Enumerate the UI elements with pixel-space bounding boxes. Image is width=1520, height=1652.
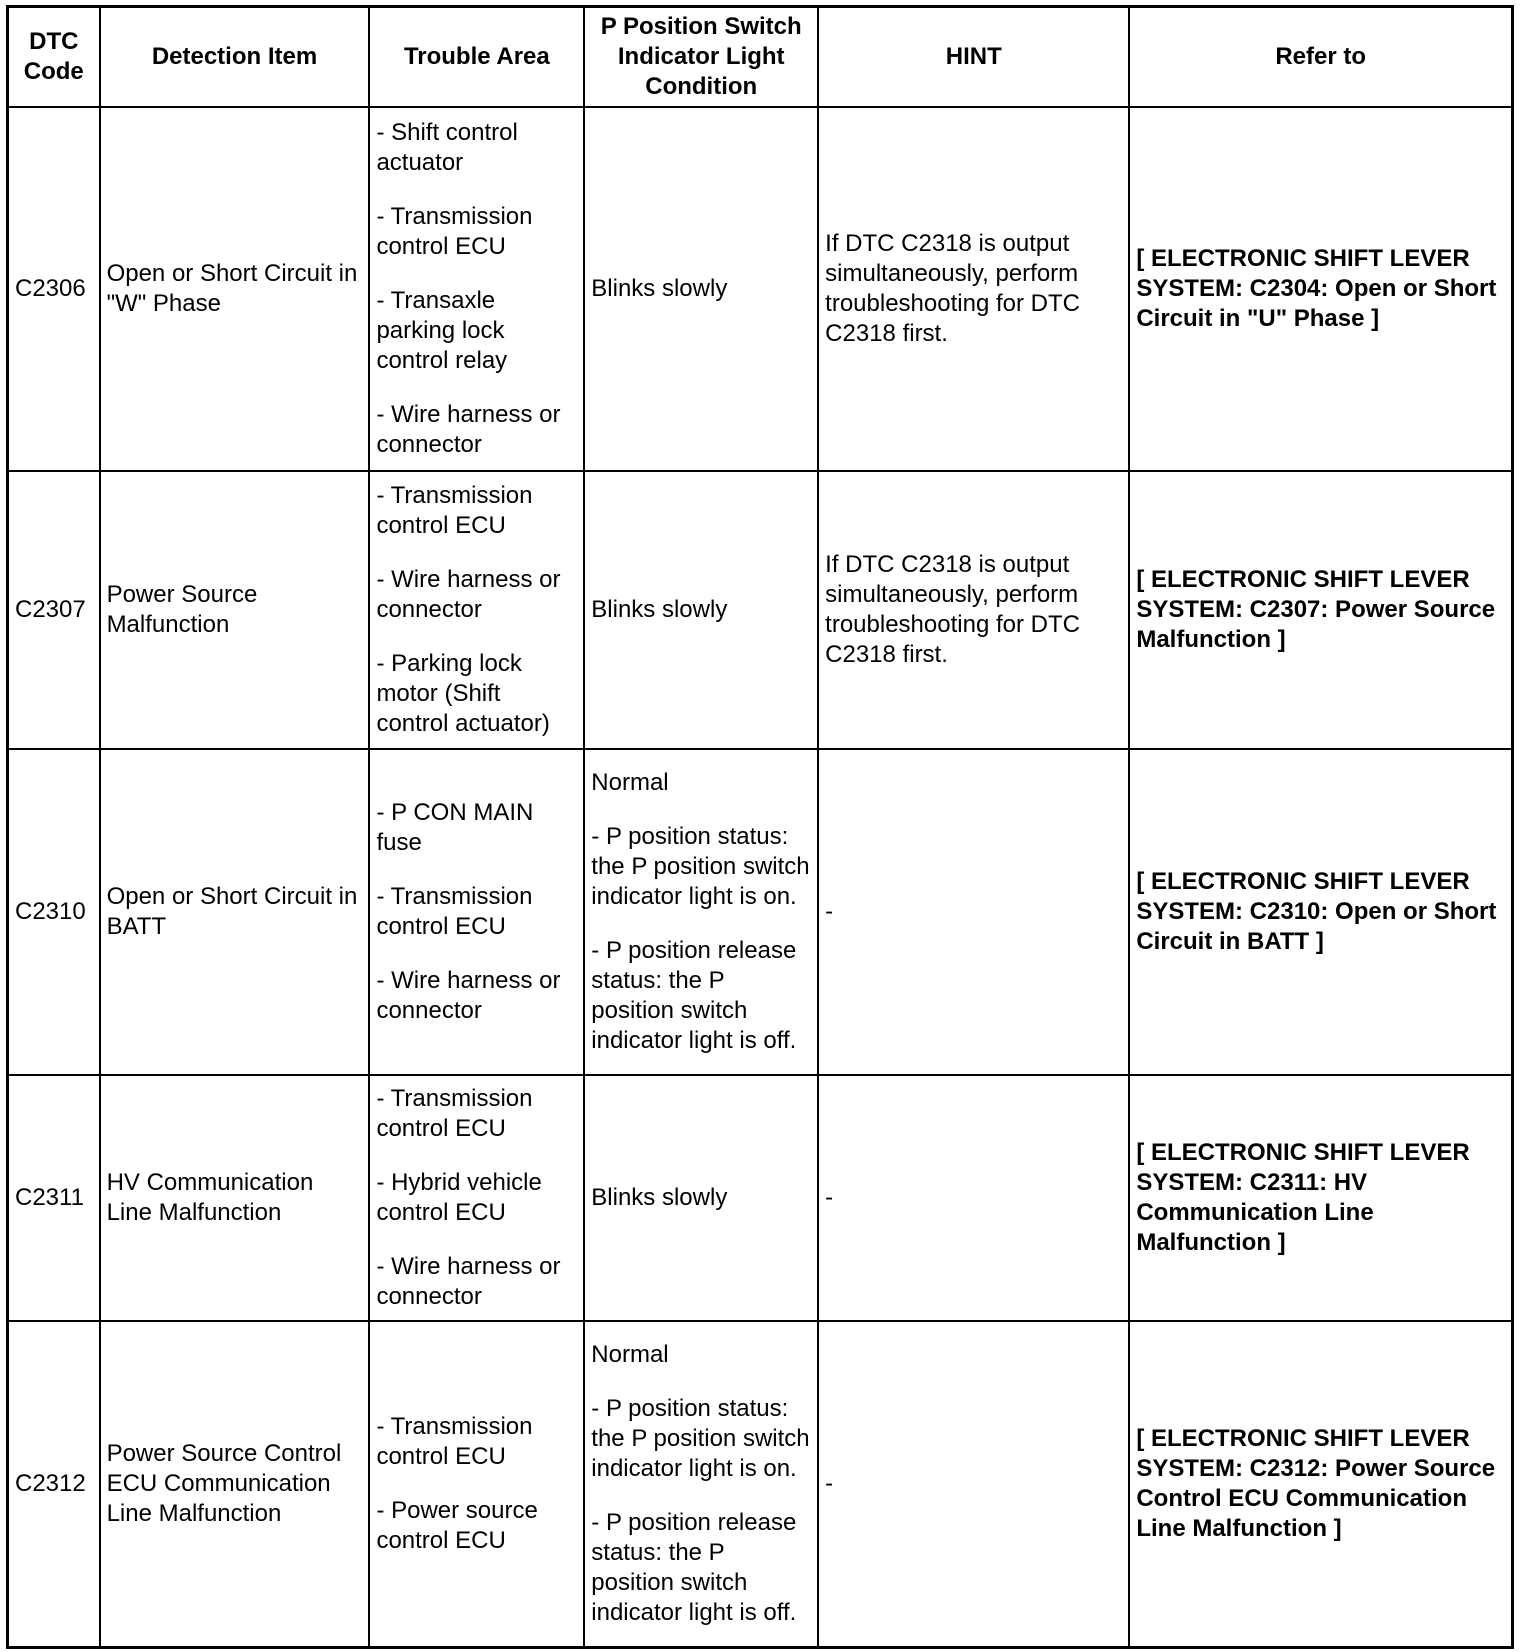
dtc-code-cell: C2306 (8, 107, 100, 471)
trouble-area-item: - P CON MAIN fuse (376, 798, 534, 856)
indicator-condition-item: Blinks slowly (591, 1184, 728, 1212)
detection-item-cell: Open or Short Circuit in "W" Phase (100, 107, 370, 471)
indicator-condition-item: Blinks slowly (591, 275, 728, 303)
dtc-code-cell: C2307 (8, 471, 100, 748)
refer-to-cell: [ ELECTRONIC SHIFT LEVER SYSTEM: C2311: HV Communication Line Malfunction ] (1129, 1075, 1512, 1321)
hint-cell: If DTC C2318 is output simultaneously, perform troubleshooting for DTC C2318 first. (818, 107, 1129, 471)
dtc-code-cell: C2312 (8, 1321, 100, 1647)
trouble-area-item: - Wire harness or connector (376, 566, 561, 624)
indicator-condition-item: - P position release status: the P position switch indicator light is off. (591, 1509, 797, 1627)
refer-to-cell: [ ELECTRONIC SHIFT LEVER SYSTEM: C2307: Power Source Malfunction ] (1129, 471, 1512, 748)
indicator-condition-item: Blinks slowly (591, 596, 728, 624)
trouble-area-cell (369, 107, 584, 471)
header-row (8, 7, 1513, 108)
table-row (8, 749, 1513, 1075)
header-detection-item: Detection Item (100, 7, 370, 108)
trouble-area-item: - Power source control ECU (376, 1497, 538, 1555)
table-row (8, 1321, 1513, 1647)
indicator-condition-cell (584, 471, 818, 748)
indicator-condition-cell (584, 1321, 818, 1647)
indicator-condition-item: - P position status: the P position switch indicator light is on. (591, 1395, 810, 1483)
detection-item-cell: Power Source Control ECU Communication Line Malfunction (100, 1321, 370, 1647)
table-row (8, 1075, 1513, 1321)
detection-item-cell: HV Communication Line Malfunction (100, 1075, 370, 1321)
header-hint: HINT (818, 7, 1129, 108)
trouble-area-item: - Wire harness or connector (376, 1253, 561, 1311)
indicator-condition-cell (584, 107, 818, 471)
indicator-condition-cell (584, 749, 818, 1075)
trouble-area-item: - Transmission control ECU (376, 1085, 533, 1143)
header-trouble-area: Trouble Area (369, 7, 584, 108)
trouble-area-item: - Hybrid vehicle control ECU (376, 1169, 542, 1227)
header-indicator-condition: P Position Switch Indicator Light Condition (584, 7, 818, 108)
refer-to-cell: [ ELECTRONIC SHIFT LEVER SYSTEM: C2310: Open or Short Circuit in BATT ] (1129, 749, 1512, 1075)
trouble-area-item: - Wire harness or connector (376, 966, 561, 1024)
trouble-area-cell (369, 1075, 584, 1321)
trouble-area-item: - Transaxle parking lock control relay (376, 287, 508, 375)
trouble-area-item: - Transmission control ECU (376, 203, 533, 261)
indicator-condition-item: Normal (591, 768, 669, 796)
trouble-area-item: - Transmission control ECU (376, 482, 533, 540)
table-row (8, 107, 1513, 471)
hint-cell: - (818, 1321, 1129, 1647)
trouble-area-item: - Wire harness or connector (376, 401, 561, 459)
trouble-area-cell (369, 1321, 584, 1647)
hint-cell: - (818, 749, 1129, 1075)
table-row (8, 471, 1513, 748)
indicator-condition-item: - P position release status: the P position switch indicator light is off. (591, 936, 797, 1054)
header-dtc-code: DTC Code (8, 7, 100, 108)
dtc-table (6, 5, 1514, 1649)
trouble-area-item: - Shift control actuator (376, 119, 518, 177)
refer-to-cell: [ ELECTRONIC SHIFT LEVER SYSTEM: C2304: Open or Short Circuit in "U" Phase ] (1129, 107, 1512, 471)
detection-item-cell: Open or Short Circuit in BATT (100, 749, 370, 1075)
dtc-code-cell: C2311 (8, 1075, 100, 1321)
header-refer-to: Refer to (1129, 7, 1512, 108)
refer-to-cell: [ ELECTRONIC SHIFT LEVER SYSTEM: C2312: Power Source Control ECU Communication Line Malfunction ] (1129, 1321, 1512, 1647)
hint-cell: If DTC C2318 is output simultaneously, perform troubleshooting for DTC C2318 first. (818, 471, 1129, 748)
trouble-area-item: - Parking lock motor (Shift control actuator) (376, 650, 550, 738)
indicator-condition-cell (584, 1075, 818, 1321)
trouble-area-cell (369, 749, 584, 1075)
dtc-code-cell: C2310 (8, 749, 100, 1075)
hint-cell: - (818, 1075, 1129, 1321)
trouble-area-cell (369, 471, 584, 748)
indicator-condition-item: - P position status: the P position switch indicator light is on. (591, 822, 810, 910)
indicator-condition-item: Normal (591, 1341, 669, 1369)
trouble-area-item: - Transmission control ECU (376, 882, 533, 940)
trouble-area-item: - Transmission control ECU (376, 1413, 533, 1471)
detection-item-cell: Power Source Malfunction (100, 471, 370, 748)
